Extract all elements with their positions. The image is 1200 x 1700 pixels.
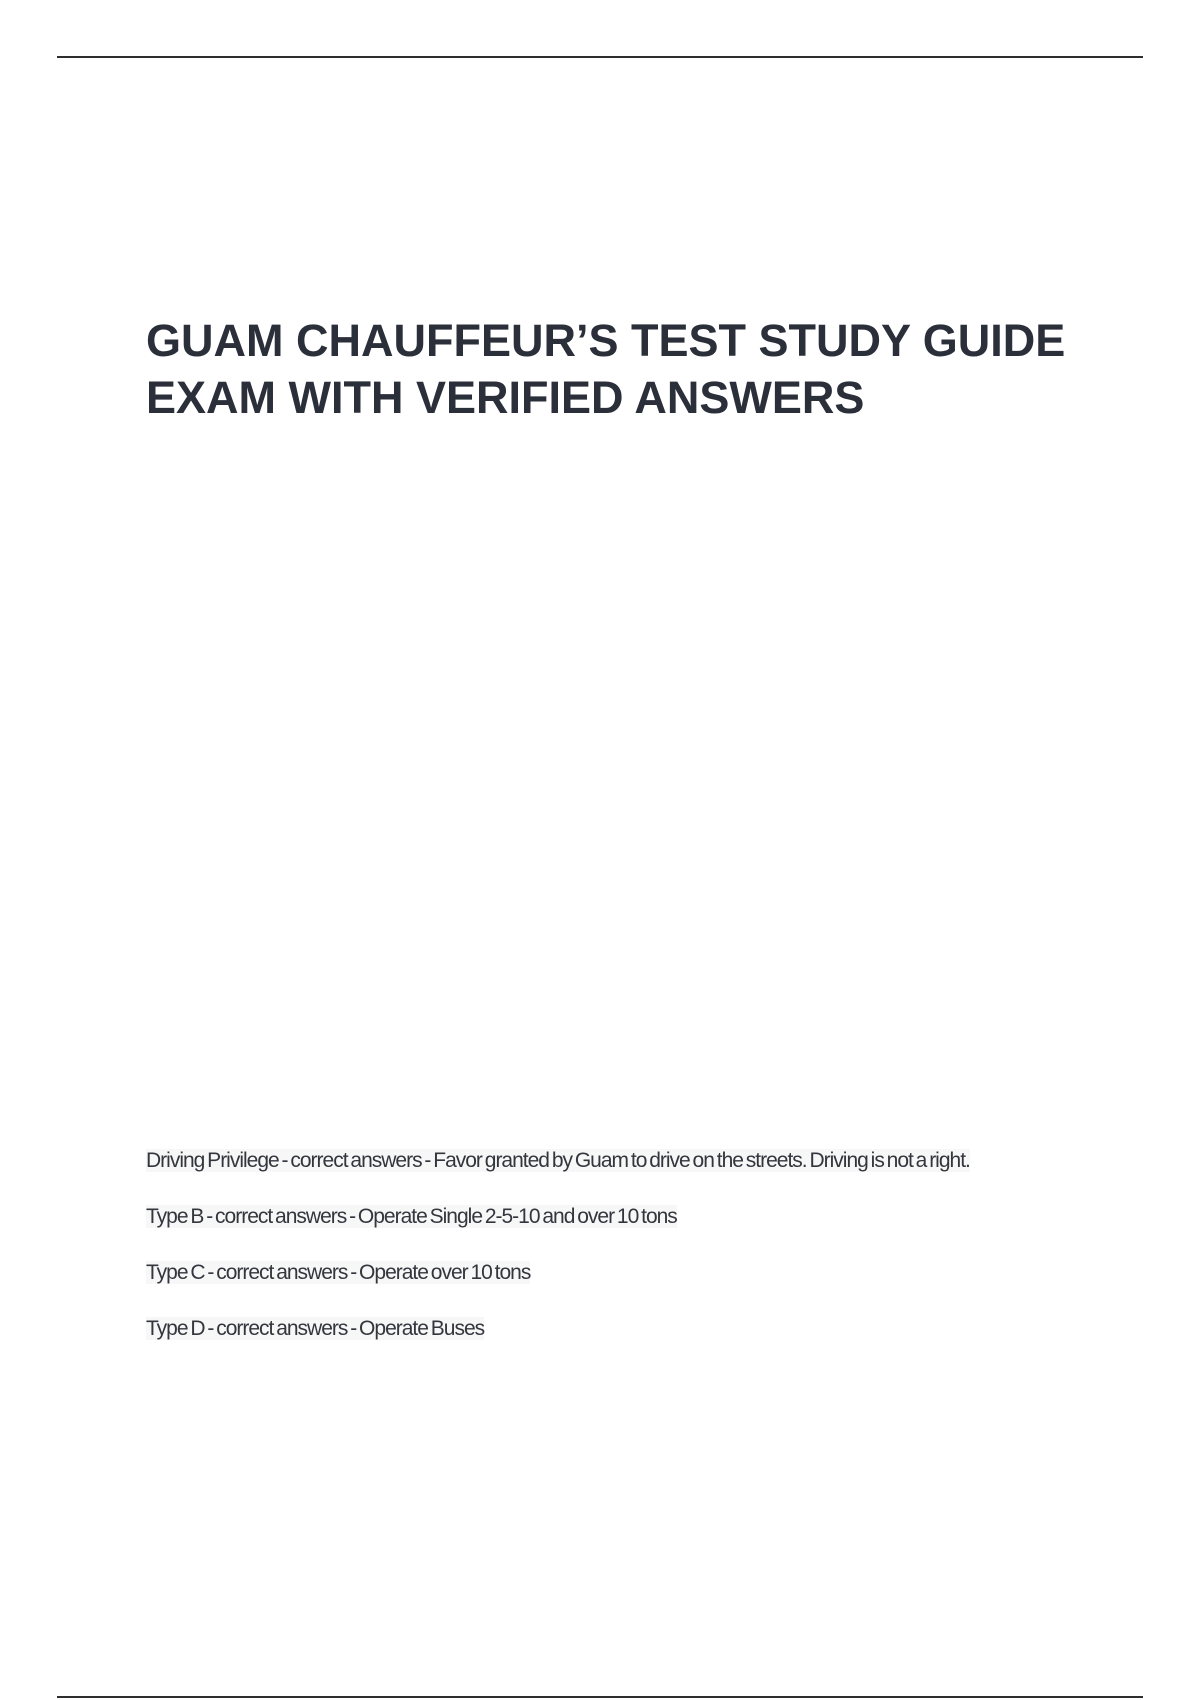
qa-item-driving-privilege bbox=[146, 1148, 1076, 1174]
qa-item-text: Type B - correct answers - Operate Single 2-5-10 and over 10 tons bbox=[146, 1205, 677, 1228]
qa-item-type-c bbox=[146, 1260, 1076, 1286]
top-divider bbox=[57, 56, 1143, 58]
question-answer-list bbox=[146, 1148, 1076, 1372]
document-title: GUAM CHAUFFEUR’S TEST STUDY GUIDE EXAM WITH VERIFIED ANSWERS bbox=[146, 315, 1066, 423]
bottom-divider bbox=[57, 1696, 1143, 1698]
qa-item-text: Driving Privilege - correct answers - Favor granted by Guam to drive on the streets. Driving is not a right. bbox=[146, 1149, 970, 1172]
qa-item-type-b bbox=[146, 1204, 1076, 1230]
qa-item-text: Type D - correct answers - Operate Buses bbox=[146, 1317, 485, 1340]
qa-item-type-d bbox=[146, 1316, 1076, 1342]
qa-item-text: Type C - correct answers - Operate over 10 tons bbox=[146, 1261, 531, 1284]
